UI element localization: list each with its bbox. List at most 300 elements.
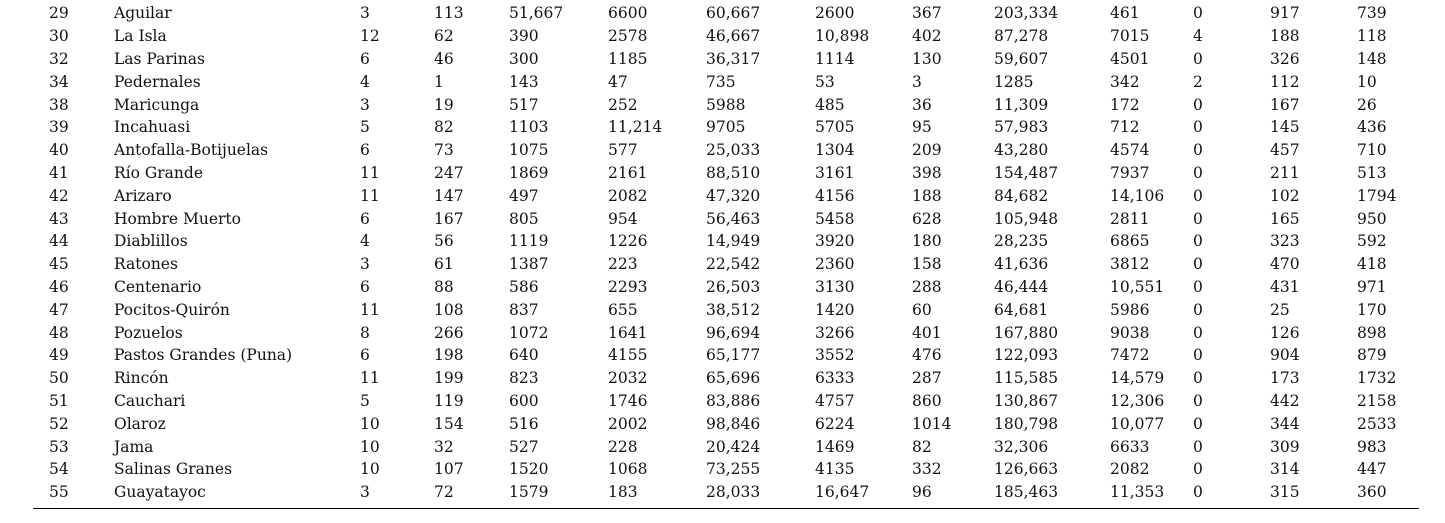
cell-col-8: 16,647 (815, 483, 870, 502)
cell-col-10: 185,463 (994, 483, 1059, 502)
row-spacer (0, 344, 49, 367)
cell-col-14: 592 (1357, 232, 1387, 251)
cell-col-9: 288 (912, 277, 942, 296)
cell-col-5: 640 (509, 346, 539, 365)
cell-col-3: 11 (360, 300, 380, 319)
cell-col-13: 309 (1270, 437, 1300, 456)
table-row (0, 48, 1445, 71)
cell-col-4: 247 (434, 163, 464, 182)
table-row (0, 207, 1445, 230)
cell-col-8: 6224 (815, 414, 855, 433)
cell-col-9: 180 (912, 232, 942, 251)
table-row (0, 230, 1445, 253)
cell-col-5: 143 (509, 72, 539, 91)
cell-col-5: 1072 (509, 323, 549, 342)
cell-col-6: 2161 (608, 163, 648, 182)
cell-col-4: 88 (434, 277, 454, 296)
cell-col-7: 14,949 (706, 232, 761, 251)
cell-col-3: 6 (360, 141, 370, 160)
table-row (0, 139, 1445, 162)
data-table (0, 2, 1445, 504)
cell-col-11: 7472 (1110, 346, 1150, 365)
cell-col-9: 96 (912, 483, 932, 502)
cell-col-3: 8 (360, 323, 370, 342)
cell-col-5: 837 (509, 300, 539, 319)
cell-col-13: 112 (1270, 72, 1300, 91)
cell-col-7: 96,694 (706, 323, 761, 342)
cell-col-9: 287 (912, 369, 942, 388)
cell-basin-name: Olaroz (114, 414, 166, 433)
cell-col-4: 72 (434, 483, 454, 502)
row-spacer (0, 435, 49, 458)
cell-col-4: 119 (434, 391, 464, 410)
cell-basin-name: Antofalla-Botijuelas (114, 141, 269, 160)
row-spacer (0, 390, 49, 413)
cell-col-8: 1114 (815, 49, 855, 68)
cell-col-12: 0 (1193, 277, 1203, 296)
cell-col-14: 1732 (1357, 369, 1397, 388)
cell-col-4: 108 (434, 300, 464, 319)
cell-col-3: 11 (360, 369, 380, 388)
cell-col-9: 209 (912, 141, 942, 160)
cell-id: 50 (49, 369, 69, 388)
cell-col-14: 170 (1357, 300, 1387, 319)
row-spacer (0, 25, 49, 48)
cell-col-5: 497 (509, 186, 539, 205)
table-row (0, 321, 1445, 344)
table-body (0, 2, 1445, 504)
cell-col-3: 6 (360, 277, 370, 296)
cell-col-7: 83,886 (706, 391, 761, 410)
cell-col-6: 2578 (608, 27, 648, 46)
cell-col-10: 59,607 (994, 49, 1049, 68)
cell-basin-name: Salinas Granes (114, 460, 233, 479)
cell-col-4: 113 (434, 4, 464, 23)
cell-col-3: 4 (360, 72, 370, 91)
cell-col-4: 199 (434, 369, 464, 388)
row-spacer (0, 70, 49, 93)
row-spacer (0, 207, 49, 230)
cell-id: 53 (49, 437, 69, 456)
cell-col-8: 6333 (815, 369, 855, 388)
cell-col-12: 0 (1193, 209, 1203, 228)
cell-col-14: 418 (1357, 255, 1387, 274)
cell-col-12: 0 (1193, 300, 1203, 319)
cell-col-7: 9705 (706, 118, 746, 137)
cell-col-13: 173 (1270, 369, 1300, 388)
cell-col-9: 628 (912, 209, 942, 228)
cell-basin-name: Pocitos-Quirón (114, 300, 230, 319)
cell-col-10: 11,309 (994, 95, 1049, 114)
cell-col-4: 82 (434, 118, 454, 137)
row-spacer (0, 184, 49, 207)
cell-col-4: 73 (434, 141, 454, 160)
cell-basin-name: Guayatayoc (114, 483, 206, 502)
cell-basin-name: Rincón (114, 369, 169, 388)
cell-col-7: 735 (706, 72, 736, 91)
cell-col-11: 3812 (1110, 255, 1150, 274)
cell-col-5: 1387 (509, 255, 549, 274)
cell-col-13: 165 (1270, 209, 1300, 228)
cell-col-13: 126 (1270, 323, 1300, 342)
cell-col-11: 7015 (1110, 27, 1150, 46)
cell-col-4: 62 (434, 27, 454, 46)
cell-col-8: 3266 (815, 323, 855, 342)
cell-col-9: 367 (912, 4, 942, 23)
row-spacer (0, 458, 49, 481)
cell-col-6: 954 (608, 209, 638, 228)
cell-col-9: 188 (912, 186, 942, 205)
cell-col-3: 10 (360, 460, 380, 479)
cell-col-13: 917 (1270, 4, 1300, 23)
cell-col-8: 5458 (815, 209, 855, 228)
cell-col-7: 20,424 (706, 437, 761, 456)
cell-col-12: 0 (1193, 483, 1203, 502)
cell-col-8: 1420 (815, 300, 855, 319)
cell-basin-name: Diablillos (114, 232, 188, 251)
cell-col-4: 32 (434, 437, 454, 456)
cell-col-14: 879 (1357, 346, 1387, 365)
row-spacer (0, 2, 49, 25)
cell-id: 41 (49, 163, 69, 182)
cell-col-12: 0 (1193, 323, 1203, 342)
cell-col-3: 3 (360, 95, 370, 114)
cell-col-14: 26 (1357, 95, 1377, 114)
cell-col-14: 513 (1357, 163, 1387, 182)
cell-col-6: 11,214 (608, 118, 663, 137)
cell-col-12: 0 (1193, 141, 1203, 160)
cell-col-10: 154,487 (994, 163, 1059, 182)
cell-col-9: 398 (912, 163, 942, 182)
cell-col-12: 0 (1193, 460, 1203, 479)
table-row (0, 344, 1445, 367)
row-spacer (0, 412, 49, 435)
cell-col-7: 5988 (706, 95, 746, 114)
cell-col-6: 577 (608, 141, 638, 160)
cell-col-14: 739 (1357, 4, 1387, 23)
cell-col-14: 360 (1357, 483, 1387, 502)
cell-col-14: 898 (1357, 323, 1387, 342)
row-spacer (0, 481, 49, 504)
cell-col-9: 402 (912, 27, 942, 46)
cell-id: 47 (49, 300, 69, 319)
cell-col-12: 0 (1193, 414, 1203, 433)
cell-col-11: 11,353 (1110, 483, 1165, 502)
cell-col-14: 148 (1357, 49, 1387, 68)
row-spacer (0, 162, 49, 185)
cell-col-10: 43,280 (994, 141, 1049, 160)
cell-col-12: 0 (1193, 49, 1203, 68)
cell-col-4: 147 (434, 186, 464, 205)
cell-col-7: 60,667 (706, 4, 761, 23)
cell-col-6: 1641 (608, 323, 648, 342)
cell-col-7: 22,542 (706, 255, 761, 274)
cell-col-11: 172 (1110, 95, 1140, 114)
cell-col-8: 10,898 (815, 27, 870, 46)
cell-col-8: 3130 (815, 277, 855, 296)
table-row (0, 481, 1445, 504)
cell-col-9: 401 (912, 323, 942, 342)
cell-col-3: 6 (360, 49, 370, 68)
cell-col-14: 983 (1357, 437, 1387, 456)
cell-col-8: 2360 (815, 255, 855, 274)
cell-id: 43 (49, 209, 69, 228)
cell-col-12: 0 (1193, 95, 1203, 114)
cell-col-10: 105,948 (994, 209, 1059, 228)
cell-basin-name: Aguilar (114, 4, 172, 23)
cell-col-3: 4 (360, 232, 370, 251)
cell-col-8: 53 (815, 72, 835, 91)
cell-col-12: 4 (1193, 27, 1203, 46)
cell-col-13: 314 (1270, 460, 1300, 479)
cell-col-12: 0 (1193, 186, 1203, 205)
cell-col-14: 710 (1357, 141, 1387, 160)
cell-col-10: 32,306 (994, 437, 1049, 456)
row-spacer (0, 321, 49, 344)
cell-col-5: 1119 (509, 232, 549, 251)
cell-col-5: 390 (509, 27, 539, 46)
cell-col-12: 0 (1193, 118, 1203, 137)
row-spacer (0, 116, 49, 139)
cell-col-6: 1226 (608, 232, 648, 251)
cell-id: 52 (49, 414, 69, 433)
cell-col-11: 14,579 (1110, 369, 1165, 388)
table-row (0, 458, 1445, 481)
cell-col-8: 3552 (815, 346, 855, 365)
cell-id: 49 (49, 346, 69, 365)
cell-col-5: 517 (509, 95, 539, 114)
cell-col-7: 56,463 (706, 209, 761, 228)
cell-col-12: 0 (1193, 346, 1203, 365)
cell-col-7: 47,320 (706, 186, 761, 205)
cell-col-14: 2533 (1357, 414, 1397, 433)
cell-col-14: 10 (1357, 72, 1377, 91)
cell-id: 29 (49, 4, 69, 23)
cell-col-9: 1014 (912, 414, 952, 433)
cell-col-11: 12,306 (1110, 391, 1165, 410)
cell-col-7: 46,667 (706, 27, 761, 46)
row-spacer (0, 230, 49, 253)
cell-id: 30 (49, 27, 69, 46)
cell-col-9: 36 (912, 95, 932, 114)
cell-col-14: 950 (1357, 209, 1387, 228)
cell-col-4: 167 (434, 209, 464, 228)
cell-id: 46 (49, 277, 69, 296)
cell-col-11: 2811 (1110, 209, 1150, 228)
cell-col-11: 14,106 (1110, 186, 1165, 205)
cell-col-8: 4156 (815, 186, 855, 205)
cell-col-9: 130 (912, 49, 942, 68)
cell-basin-name: Incahuasi (114, 118, 191, 137)
cell-col-13: 323 (1270, 232, 1300, 251)
cell-col-13: 431 (1270, 277, 1300, 296)
cell-col-4: 46 (434, 49, 454, 68)
cell-col-4: 266 (434, 323, 464, 342)
cell-col-3: 6 (360, 209, 370, 228)
cell-col-6: 4155 (608, 346, 648, 365)
cell-col-13: 315 (1270, 483, 1300, 502)
cell-col-6: 1068 (608, 460, 648, 479)
cell-col-13: 904 (1270, 346, 1300, 365)
cell-col-10: 203,334 (994, 4, 1059, 23)
cell-col-4: 61 (434, 255, 454, 274)
cell-col-5: 823 (509, 369, 539, 388)
cell-col-13: 145 (1270, 118, 1300, 137)
cell-col-8: 3920 (815, 232, 855, 251)
row-spacer (0, 48, 49, 71)
cell-col-3: 10 (360, 437, 380, 456)
cell-col-8: 1469 (815, 437, 855, 456)
cell-col-7: 25,033 (706, 141, 761, 160)
cell-col-10: 28,235 (994, 232, 1049, 251)
cell-col-10: 167,880 (994, 323, 1059, 342)
cell-col-7: 88,510 (706, 163, 761, 182)
row-spacer (0, 298, 49, 321)
cell-basin-name: Centenario (114, 277, 202, 296)
cell-id: 38 (49, 95, 69, 114)
cell-col-8: 3161 (815, 163, 855, 182)
cell-col-8: 485 (815, 95, 845, 114)
cell-id: 45 (49, 255, 69, 274)
cell-col-13: 442 (1270, 391, 1300, 410)
cell-id: 44 (49, 232, 69, 251)
cell-col-11: 9038 (1110, 323, 1150, 342)
cell-col-9: 82 (912, 437, 932, 456)
cell-col-6: 47 (608, 72, 628, 91)
cell-col-12: 0 (1193, 437, 1203, 456)
cell-col-14: 118 (1357, 27, 1387, 46)
cell-col-10: 122,093 (994, 346, 1059, 365)
cell-col-11: 712 (1110, 118, 1140, 137)
cell-col-7: 28,033 (706, 483, 761, 502)
cell-col-3: 12 (360, 27, 380, 46)
cell-basin-name: La Isla (114, 27, 167, 46)
cell-col-5: 805 (509, 209, 539, 228)
cell-col-10: 57,983 (994, 118, 1049, 137)
cell-col-11: 342 (1110, 72, 1140, 91)
cell-col-9: 860 (912, 391, 942, 410)
cell-col-11: 4574 (1110, 141, 1150, 160)
cell-col-13: 326 (1270, 49, 1300, 68)
cell-col-11: 5986 (1110, 300, 1150, 319)
cell-col-5: 1579 (509, 483, 549, 502)
cell-basin-name: Cauchari (114, 391, 186, 410)
table-row (0, 162, 1445, 185)
cell-col-11: 10,551 (1110, 277, 1165, 296)
cell-basin-name: Hombre Muerto (114, 209, 241, 228)
row-spacer (0, 367, 49, 390)
cell-id: 40 (49, 141, 69, 160)
cell-col-13: 25 (1270, 300, 1290, 319)
cell-col-13: 344 (1270, 414, 1300, 433)
cell-col-5: 1520 (509, 460, 549, 479)
cell-id: 39 (49, 118, 69, 137)
cell-col-8: 5705 (815, 118, 855, 137)
table-row (0, 390, 1445, 413)
cell-col-7: 26,503 (706, 277, 761, 296)
cell-basin-name: Las Parinas (114, 49, 205, 68)
cell-col-10: 84,682 (994, 186, 1049, 205)
cell-col-12: 0 (1193, 232, 1203, 251)
cell-col-11: 6865 (1110, 232, 1150, 251)
cell-col-3: 5 (360, 118, 370, 137)
cell-col-13: 211 (1270, 163, 1300, 182)
cell-basin-name: Jama (114, 437, 154, 456)
cell-col-8: 2600 (815, 4, 855, 23)
cell-col-12: 0 (1193, 369, 1203, 388)
cell-col-12: 0 (1193, 4, 1203, 23)
cell-col-8: 4135 (815, 460, 855, 479)
cell-basin-name: Pedernales (114, 72, 201, 91)
cell-id: 34 (49, 72, 69, 91)
table-row (0, 298, 1445, 321)
cell-col-3: 11 (360, 186, 380, 205)
cell-col-10: 180,798 (994, 414, 1059, 433)
cell-col-11: 2082 (1110, 460, 1150, 479)
cell-basin-name: Arizaro (114, 186, 172, 205)
cell-id: 48 (49, 323, 69, 342)
cell-col-13: 457 (1270, 141, 1300, 160)
cell-col-8: 4757 (815, 391, 855, 410)
table-bottom-rule (33, 508, 1419, 509)
cell-col-10: 41,636 (994, 255, 1049, 274)
cell-col-14: 1794 (1357, 186, 1397, 205)
table-row (0, 435, 1445, 458)
cell-col-9: 60 (912, 300, 932, 319)
cell-col-9: 158 (912, 255, 942, 274)
cell-col-12: 0 (1193, 163, 1203, 182)
cell-basin-name: Río Grande (114, 163, 203, 182)
cell-col-5: 1103 (509, 118, 549, 137)
cell-col-8: 1304 (815, 141, 855, 160)
cell-col-7: 36,317 (706, 49, 761, 68)
cell-col-13: 470 (1270, 255, 1300, 274)
cell-col-10: 64,681 (994, 300, 1049, 319)
cell-col-6: 1746 (608, 391, 648, 410)
table-row (0, 253, 1445, 276)
cell-col-6: 2002 (608, 414, 648, 433)
cell-col-4: 198 (434, 346, 464, 365)
cell-col-6: 223 (608, 255, 638, 274)
row-spacer (0, 139, 49, 162)
table-row (0, 93, 1445, 116)
table-row (0, 276, 1445, 299)
cell-col-9: 476 (912, 346, 942, 365)
cell-col-6: 228 (608, 437, 638, 456)
cell-col-6: 252 (608, 95, 638, 114)
cell-col-10: 87,278 (994, 27, 1049, 46)
cell-col-3: 3 (360, 483, 370, 502)
cell-id: 55 (49, 483, 69, 502)
cell-col-11: 461 (1110, 4, 1140, 23)
cell-col-4: 1 (434, 72, 444, 91)
cell-col-3: 5 (360, 391, 370, 410)
cell-id: 42 (49, 186, 69, 205)
cell-id: 51 (49, 391, 69, 410)
cell-col-7: 65,696 (706, 369, 761, 388)
cell-col-6: 655 (608, 300, 638, 319)
cell-id: 54 (49, 460, 69, 479)
cell-col-5: 1075 (509, 141, 549, 160)
cell-col-6: 2082 (608, 186, 648, 205)
cell-col-3: 3 (360, 255, 370, 274)
cell-col-9: 3 (912, 72, 922, 91)
cell-col-12: 2 (1193, 72, 1203, 91)
table-row (0, 25, 1445, 48)
cell-col-6: 2032 (608, 369, 648, 388)
cell-col-7: 98,846 (706, 414, 761, 433)
cell-col-4: 107 (434, 460, 464, 479)
